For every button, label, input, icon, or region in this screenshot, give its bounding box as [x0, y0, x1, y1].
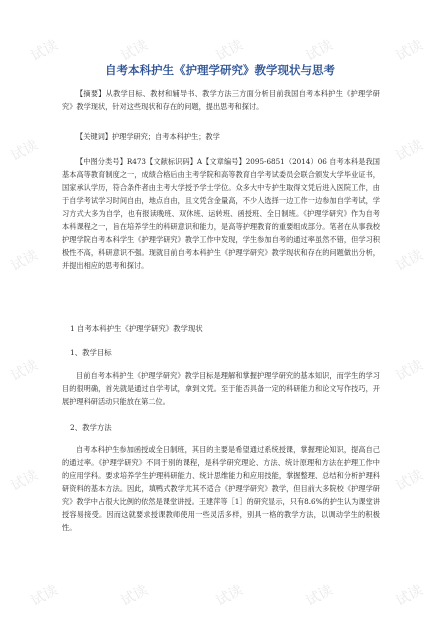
watermark: 试读 [118, 582, 151, 610]
watermark: 试读 [8, 247, 41, 275]
section-heading-1: 1 自考本科护生《护理学研究》教学现状 [70, 324, 203, 333]
watermark: 试读 [28, 37, 61, 65]
watermark: 试读 [8, 137, 41, 165]
intro-paragraph: 【中图分类号】R473【文献标识码】A【文章编号】2095-6851（2014）06 自考本科是我国基本高等教育制度之一，成绩合格后由主考学院和高等教育自学考试委员会联合颁发大学毕业证书，国家承认学历，符合条件者由主考大学授予学士学位。众多大中专护生取得文凭后进入医院工作，由于自学考试学习时间自由，地点自由，且文凭含金量高，不少人选择一边工作一边参加自学考试，学习方式大多为自学，也有报读晚班、双休班、运转班、函授班、全日制班。《护理学研究》作为自考本科课程之一，旨在培养学生的科研意识和能力，是高等护理教育的重要组成部分。笔者在从事我校护理学院自考本科学生《护理学研究》教学工作中发现，学生参加自考的通过率虽然不错，但学习积极性不高，科研意识不强。现就目前自考本科护生《护理学研究》教学现状和存在的问题做出分析，并提出相应的思考和探讨。 [62, 157, 380, 270]
watermark: 试读 [393, 357, 426, 385]
subheading-teaching-goals: 1、教学目标 [70, 348, 112, 357]
abstract-paragraph: 【摘要】从教学目标、教材和辅导书、教学方法三方面分析目前我国自考本科护生《护理学研究》教学现状，针对这些现状和存在的问题，提出思考和探讨。 [62, 89, 380, 111]
document-title: 自考本科护生《护理学研究》教学现状与思考 [105, 63, 335, 77]
watermark: 试读 [8, 467, 41, 495]
watermark: 试读 [8, 357, 41, 385]
subheading-teaching-methods: 2、教学方法 [70, 423, 112, 432]
watermark: 试读 [393, 247, 426, 275]
keywords-paragraph: 【关键词】护理学研究；自考本科护生；教学 [76, 132, 220, 141]
watermark: 试读 [393, 467, 426, 495]
watermark: 试读 [393, 582, 426, 610]
watermark: 试读 [393, 37, 426, 65]
watermark: 试读 [213, 37, 246, 65]
watermark: 试读 [28, 582, 61, 610]
watermark: 试读 [393, 137, 426, 165]
teaching-methods-paragraph: 自考本科护生参加函授或全日制班，其目的主要是希望通过系统授课，掌握理论知识，提高自己的通过率。《护理学研究》不同于别的课程，是科学研究理论、方法、统计原理和方法在护理工作中的应用学科。要求培养学生护理科研能力、统计思维能力和应用技能，掌握整理、总结和分析护理科研资料的基本方法。因此，填鸭式教学尤其不适合《护理学研究》教学，但目前大多院校《护理学研究》教学中占很大比例的依然是课堂讲授。王建萍等［1］的研究显示，只有8.6%的护生认为课堂讲授容易接受。因而这就要求授课教师使用一些灵活多样，别具一格的教学方法，以调动学生的积极性。 [62, 445, 380, 532]
watermark: 试读 [303, 582, 336, 610]
teaching-goals-paragraph: 目前自考本科护生《护理学研究》教学目标是理解和掌握护理学研究的基本知识，而学生的学习目的很明确，首先就是通过自学考试，拿到文凭。至于能否具备一定的科研能力和论文写作技巧，开展护理科研活动只能放在第二位。 [62, 371, 380, 406]
watermark: 试读 [213, 582, 246, 610]
watermark: 试读 [303, 37, 336, 65]
watermark: 试读 [118, 37, 151, 65]
